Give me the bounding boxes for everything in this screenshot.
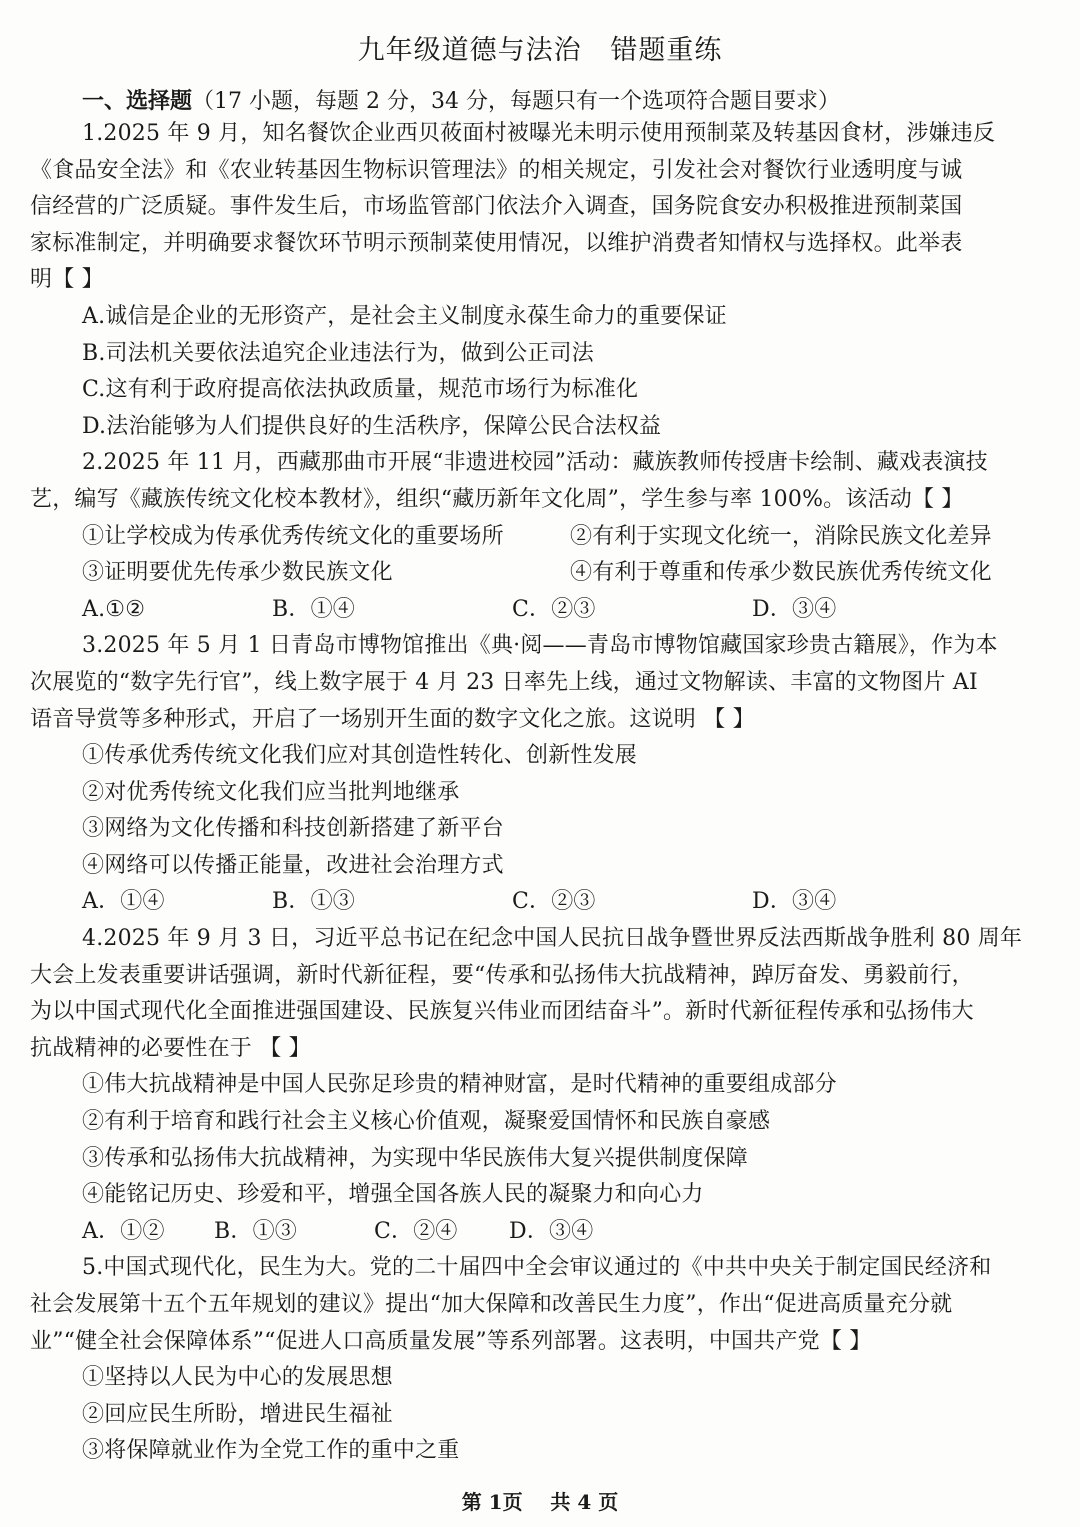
section-note: （17 小题，每题 2 分，34 分，每题只有一个选项符合题目要求） [192, 89, 840, 114]
question-4-item-4: ④能铭记历史、珍爱和平，增强全国各族人民的凝聚力和向心力 [82, 1182, 704, 1208]
question-1-option-a: A.诚信是企业的无形资产，是社会主义制度永葆生命力的重要保证 [82, 303, 727, 329]
question-3-choice-a: A．①④ [82, 889, 165, 915]
question-2-items-row [30, 555, 1060, 592]
question-2-line: 艺，编写《藏族传统文化校本教材》，组织“藏历新年文化周”，学生参与率 100%。该活动【 】 [30, 486, 964, 512]
question-5-line: 社会发展第十五个五年规划的建议》提出“加大保障和改善民生力度”，作出“促进高质量充分就 [30, 1292, 953, 1317]
page-title: 九年级道德与法治 错题重练 [357, 35, 723, 66]
question-1-option-c: C.这有利于政府提高依法执政质量，规范市场行为标准化 [82, 377, 639, 403]
question-4-item-1: ①伟大抗战精神是中国人民弥足珍贵的精神财富，是时代精神的重要组成部分 [82, 1072, 837, 1098]
questions-body [30, 116, 1060, 1470]
question-5-line: 业”“健全社会保障体系”“促进人口高质量发展”等系列部署。这表明，中国共产党【 】 [30, 1328, 872, 1354]
question-3-line: 语音导赏等多种形式，开启了一场别开生面的数字文化之旅。这说明 【 】 [30, 706, 755, 732]
question-4-choice-d: D．③④ [509, 1218, 594, 1244]
question-4-line: 4.2025 年 9 月 3 日，习近平总书记在纪念中国人民抗日战争暨世界反法西斯战争胜利 80 周年 [82, 926, 1023, 952]
question-2-item-4: ④有利于尊重和传承少数民族优秀传统文化 [570, 560, 992, 586]
question-4-line: 抗战精神的必要性在于 【 】 [30, 1035, 311, 1061]
question-3-choice-c: C．②③ [512, 889, 596, 915]
question-2-choice-a: A.①② [82, 596, 146, 622]
question-2-choice-c: C．②③ [512, 596, 596, 622]
question-4-choices [30, 1214, 1060, 1251]
question-4-item-2: ②有利于培育和践行社会主义核心价值观，凝聚爱国情怀和民族自豪感 [82, 1109, 771, 1135]
question-1-option-b: B.司法机关要依法追究企业违法行为，做到公正司法 [82, 340, 594, 366]
page-footer: 第 1页 共 4 页 [461, 1490, 619, 1514]
question-2-item-1: ①让学校成为传承优秀传统文化的重要场所 [82, 523, 504, 549]
question-5-item-3: ③将保障就业作为全党工作的重中之重 [82, 1438, 460, 1464]
question-3-choice-b: B．①③ [272, 889, 355, 915]
question-4-choice-b: B．①③ [214, 1218, 297, 1244]
section-header [82, 84, 840, 115]
question-1-line: 《食品安全法》和《农业转基因生物标识管理法》的相关规定，引发社会对餐饮行业透明度与诚 [30, 157, 963, 183]
section-title: 一、选择题 [82, 88, 193, 114]
question-5-item-2: ②回应民生所盼，增进民生福祉 [82, 1401, 393, 1427]
question-1-line: 家标准制定，并明确要求餐饮环节明示预制菜使用情况，以维护消费者知情权与选择权。此举表 [30, 230, 963, 256]
question-3-item-1: ①传承优秀传统文化我们应对其创造性转化、创新性发展 [82, 743, 638, 769]
question-2-items-row [30, 519, 1060, 556]
question-2-item-2: ②有利于实现文化统一，消除民族文化差异 [570, 523, 992, 549]
question-3-line: 次展览的“数字先行官”，线上数字展于 4 月 23 日率先上线，通过文物解读、丰富的文物图片 AI [30, 669, 978, 695]
question-3-item-4: ④网络可以传播正能量，改进社会治理方式 [82, 852, 504, 878]
question-2-choice-d: D．③④ [752, 596, 837, 622]
question-2-line: 2.2025 年 11 月，西藏那曲市开展“非遗进校园”活动：藏族教师传授唐卡绘制、藏戏表演技 [82, 450, 988, 476]
question-3-line: 3.2025 年 5 月 1 日青岛市博物馆推出《典·阅——青岛市博物馆藏国家珍贵古籍展》，作为本 [82, 633, 998, 659]
question-2-choices [30, 592, 1060, 629]
question-4-line: 为以中国式现代化全面推进强国建设、民族复兴伟业而团结奋斗”。新时代新征程传承和弘扬伟大 [30, 999, 974, 1025]
question-1-line: 明【 】 [30, 267, 104, 293]
question-2-item-3: ③证明要优先传承少数民族文化 [82, 560, 393, 586]
question-5-line: 5.中国式现代化，民生为大。党的二十届四中全会审议通过的《中共中央关于制定国民经济和 [82, 1255, 992, 1281]
question-3-choices [30, 884, 1060, 921]
question-3-choice-d: D．③④ [752, 889, 837, 915]
question-3-item-2: ②对优秀传统文化我们应当批判地继承 [82, 779, 460, 805]
question-1-line: 信经营的广泛质疑。事件发生后，市场监管部门依法介入调查，国务院食安办积极推进预制菜国 [30, 194, 963, 220]
question-1-line: 1.2025 年 9 月，知名餐饮企业西贝莜面村被曝光未明示使用预制菜及转基因食材，涉嫌违反 [82, 121, 996, 146]
question-4-line: 大会上发表重要讲话强调，新时代新征程，要“传承和弘扬伟大抗战精神，踔厉奋发、勇毅前行， [30, 962, 974, 988]
question-4-choice-c: C．②④ [374, 1218, 458, 1244]
question-4-item-3: ③传承和弘扬伟大抗战精神，为实现中华民族伟大复兴提供制度保障 [82, 1145, 749, 1171]
question-3-item-3: ③网络为文化传播和科技创新搭建了新平台 [82, 816, 504, 842]
question-5-item-1: ①坚持以人民为中心的发展思想 [82, 1365, 393, 1391]
question-4-choice-a: A．①② [82, 1218, 165, 1244]
question-2-choice-b: B．①④ [272, 596, 355, 622]
question-1-option-d: D.法治能够为人们提供良好的生活秩序，保障公民合法权益 [82, 413, 662, 439]
